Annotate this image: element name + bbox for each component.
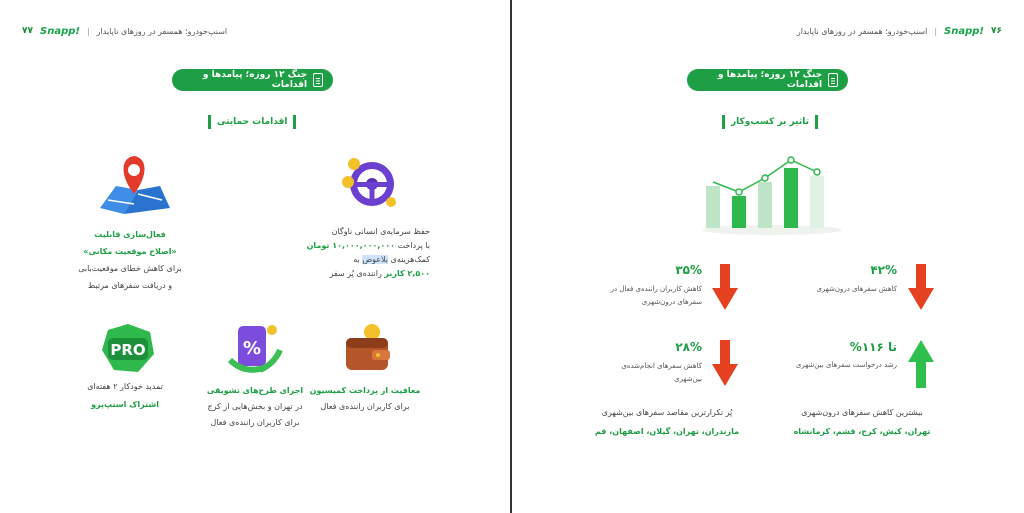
promo-line-2: برای کاربران راننده‌ی فعال xyxy=(210,418,300,427)
stat-2-description: کاهش کاربران راننده‌ی فعال در سفرهای درون‌شهری xyxy=(610,285,702,306)
snapp-logo: Snapp! xyxy=(40,25,80,37)
wallet-icon xyxy=(336,320,396,376)
location-pin-icon xyxy=(94,150,174,218)
wheel-description xyxy=(300,225,430,281)
location-title-1: فعال‌سازی قابلیت xyxy=(94,230,166,239)
header-separator: | xyxy=(86,26,90,36)
stat-1-percent: ۴۲% xyxy=(870,263,897,277)
stat-1-description: کاهش سفرهای درون‌شهری xyxy=(816,285,897,293)
most-decrease-summary xyxy=(787,406,937,439)
most-decrease-cities: تهران، کیش، کرج، قشم، کرمانشاه xyxy=(793,427,931,436)
promo-description xyxy=(190,384,320,430)
promo-title: اجرای طرح‌های تشویقی xyxy=(206,386,304,395)
growth-chart-illustration xyxy=(692,148,852,238)
stat-3-percent: تا ۱۱۶% xyxy=(849,340,897,354)
wheel-line-1: حفظ سرمایه‌ی انسانی ناوگان xyxy=(331,227,430,236)
section-title: جنگ ۱۲ روزه؛ پیامدها و اقدامات xyxy=(202,70,308,90)
location-line-1: برای کاهش خطای موقعیت‌یابی xyxy=(78,264,182,273)
pro-title: اشتراک اسنپ‌پرو xyxy=(91,400,159,409)
pro-description xyxy=(60,380,190,412)
stat-3-description: رشد درخواست سفرهای بین‌شهری xyxy=(795,361,897,369)
svg-text:PRO: PRO xyxy=(110,341,146,359)
wallet-title: معافیت از پرداخت کمیسیون xyxy=(309,386,421,395)
section-title-pill xyxy=(687,69,848,91)
subheading: اقدامات حمایتی xyxy=(208,115,296,129)
stat-2-percent: ۳۵% xyxy=(675,263,702,277)
most-decrease-label: بیشترین کاهش سفرهای درون‌شهری xyxy=(801,408,923,417)
location-title-2: «اصلاح موقعیت مکانی» xyxy=(83,247,177,256)
header-separator: | xyxy=(934,26,938,36)
wheel-line-3: کمک‌هزینه‌ی بلاعوض به xyxy=(353,255,430,264)
svg-text:%: % xyxy=(242,338,262,359)
top-destinations-summary xyxy=(592,406,742,439)
location-line-2: و دریافت سفرهای مرتبط xyxy=(87,281,173,290)
section-title-pill xyxy=(172,69,333,91)
pro-line-1: تمدید خودکار ۲ هفته‌ای xyxy=(87,382,163,391)
arrow-up-icon xyxy=(906,338,936,390)
left-page xyxy=(0,0,510,513)
header-title: اسنپ‌خودرو؛ همسفر در روزهای ناپایدار xyxy=(796,26,928,36)
right-header xyxy=(797,23,1002,39)
arrow-down-icon xyxy=(710,338,740,388)
top-destinations-label: پُر تکرارترین مقاصد سفرهای بین‌شهری xyxy=(601,408,733,417)
wheel-line-2: با پرداخت ۱۰,۰۰۰,۰۰۰,۰۰۰ تومان xyxy=(306,241,430,250)
wheel-line-4: ۲,۵۰۰ کاربر راننده‌ی پُر سفر xyxy=(329,269,430,278)
stat-4-description: کاهش سفرهای انجام‌شده‌ی بین‌شهری xyxy=(621,362,702,383)
right-page xyxy=(512,0,1024,513)
arrow-down-icon xyxy=(906,262,936,312)
page-number: ۷۶ xyxy=(991,26,1002,36)
header-title: اسنپ‌خودرو؛ همسفر در روزهای ناپایدار xyxy=(96,26,228,36)
promo-line-1: در تهران و بخش‌هایی از کرج xyxy=(207,402,303,411)
document-icon xyxy=(313,73,323,87)
document-icon xyxy=(828,73,838,87)
left-header xyxy=(22,23,227,39)
pro-subscription-icon xyxy=(98,320,158,376)
subheading: تاثیر بر کسب‌وکار xyxy=(722,115,818,129)
percent-promo-icon xyxy=(224,320,284,376)
location-description xyxy=(60,228,200,293)
steering-wheel-icon xyxy=(334,150,406,214)
wallet-line-1: برای کاربران راننده‌ی فعال xyxy=(320,402,410,411)
snapp-logo: Snapp! xyxy=(944,25,984,37)
page-number: ۷۷ xyxy=(22,26,33,36)
arrow-down-icon xyxy=(710,262,740,312)
section-title: جنگ ۱۲ روزه؛ پیامدها و اقدامات xyxy=(717,70,823,90)
stat-4-percent: ۲۸% xyxy=(675,340,702,354)
top-destinations-cities: مازندران، تهران، گیلان، اصفهان، قم xyxy=(594,427,740,436)
